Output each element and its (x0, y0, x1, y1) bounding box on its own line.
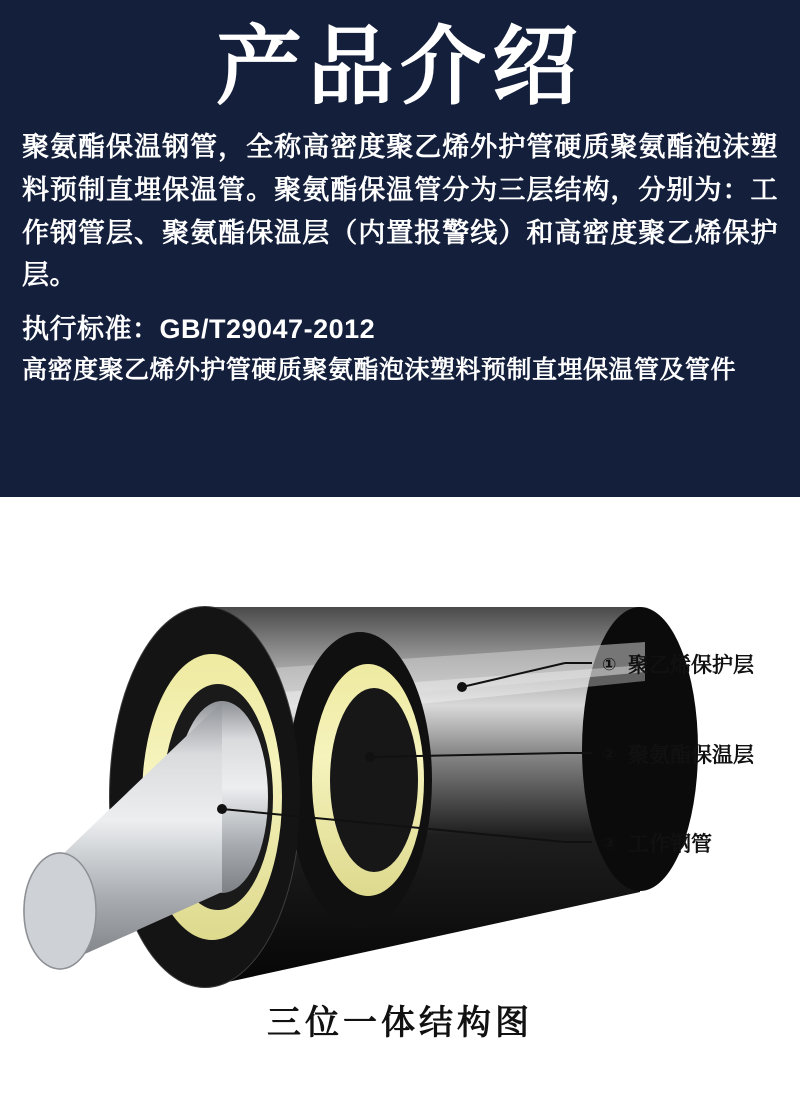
execution-standard-description: 高密度聚乙烯外护管硬质聚氨酯泡沫塑料预制直埋保温管及管件 (22, 356, 737, 385)
callout-number-3: ③ (602, 834, 617, 854)
pipe-cutaway-illustration (0, 497, 800, 1017)
callout-label-3: 工作钢管 (628, 832, 712, 856)
product-description: 聚氨酯保温钢管，全称高密度聚乙烯外护管硬质聚氨酯泡沫塑料预制直埋保温管。聚氨酯保温管分为三层结构，分别为：工作钢管层、聚氨酯保温层（内置报警线）和高密度聚乙烯保护层。 (22, 132, 778, 291)
callout-number-2: ② (602, 745, 617, 765)
product-intro-banner (0, 0, 800, 497)
execution-standard: 执行标准：GB/T29047-2012 (22, 313, 376, 344)
figure-caption: 三位一体结构图 (267, 1003, 533, 1043)
page-title: 产品介绍 (216, 17, 584, 117)
structure-figure (0, 497, 800, 1101)
callout-label-2: 聚氨酯保温层 (628, 743, 754, 767)
inner-steel-pipe (24, 607, 300, 987)
callout-label-1: 聚乙烯保护层 (628, 653, 754, 677)
callout-number-1: ① (602, 655, 617, 675)
